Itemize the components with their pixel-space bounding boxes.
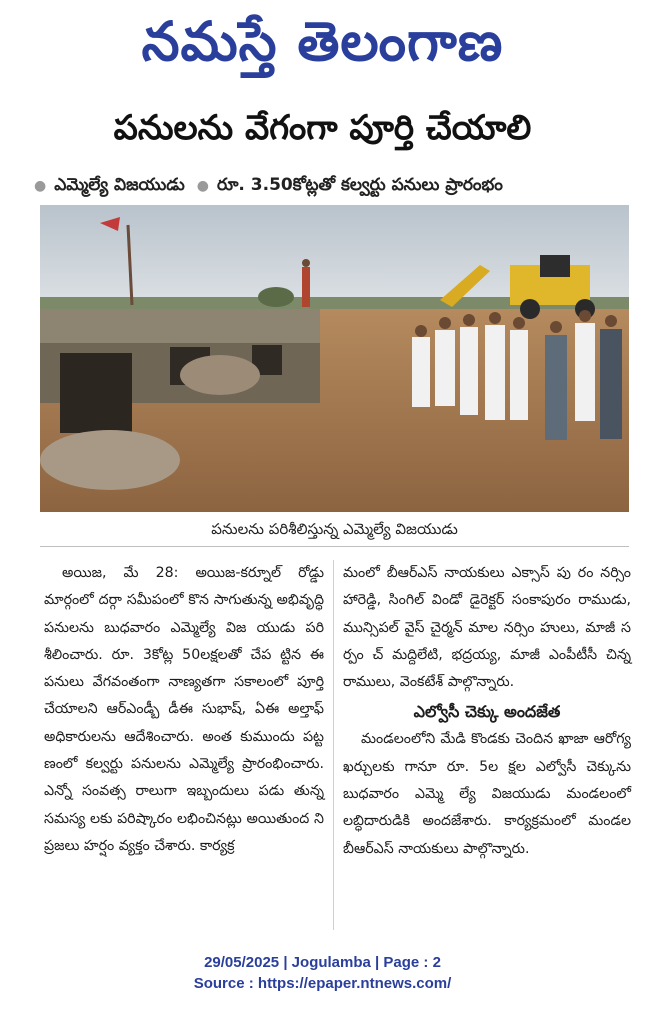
- article-section-subhead: ఎల్వోసీ చెక్కు అందజేత: [413, 702, 561, 722]
- page-footer: [0, 952, 645, 994]
- article-paragraph: అయిజ, మే 28: అయిజ-కర్నూల్ రోడ్డు మార్గంలో దర్గా సమీపంలో కొన సాగుతున్న అభివృద్ధి పనులను బుధవారం ఎమ్మెల్యే విజ యుడు పరి శీలించారు. రూ. 3కోట్ల 50లక్షలతో చేప ట్టిన ఈ పనులు వేగవంతంగా నాణ్యతగా సకాలంలో పూర్తి చేయాలని ఆర్ఎండ్బీ డీఈ సుభాష్, ఏఈ అల్తాఫ్ అధికారులను ఆదేశించారు. అంత కుముందు పట్ట ణంలో కల్వర్టు పనులను ఎమ్మెల్యే ప్రారంభించారు. ఎన్నో సంవత్స రాలుగా ఇబ్బందులు పడు తున్న సమస్య లకు పరిష్కారం లభించినట్లు అయితుంద ని ప్రజలు హర్షం వ్యక్తం చేశారు. కార్యక్ర: [44, 565, 324, 854]
- footer-source: Source : https://epaper.ntnews.com/: [193, 975, 452, 992]
- article-paragraph: మండలంలోని మేడి కొండకు చెందిన ఖాజా ఆరోగ్య ఖర్చులకు గానూ రూ. 5ల క్షల ఎల్వోసీ చెక్కును బుధవారం ఎమ్మె ల్యే విజయుడు మండలంలో లబ్ధిదారుడికి అందజేశారు. కార్యక్రమంలో మండల బీఆర్ఎస్ నాయకులు పాల్గొన్నారు.: [343, 731, 631, 857]
- bullet-icon: ●: [34, 178, 47, 194]
- subhead-point-1: ఎమ్మెల్యే విజయుడు: [54, 175, 185, 195]
- article-photo: [40, 205, 629, 512]
- article-paragraph: మంలో బీఆర్ఎస్ నాయకులు ఎక్సాస్ పు రం నర్సిం హారెడ్డి, సింగిల్ విండో డైరెక్టర్ సంకాపురం రాముడు, మున్సిపల్ వైస్ చైర్మన్ మాల నర్సిం హులు, మాజీ స ర్పం చ్ మద్దిలేటి, భద్రయ్య, మాజీ ఎంపీటీసీ చిన్న రాములు, వెంకటేశ్ పాల్గొన్నారు.: [343, 565, 631, 691]
- article-subhead: [34, 170, 634, 200]
- bullet-icon: ●: [196, 178, 209, 194]
- footer-date-edition: 29/05/2025 | Jogulamba | Page : 2: [204, 954, 441, 971]
- column-divider: [333, 560, 334, 930]
- newspaper-masthead: నమస్తే తెలంగాణ: [141, 9, 504, 73]
- article-body-left-column: [44, 560, 324, 860]
- subhead-point-2: రూ. 3.50కోట్లతో కల్వర్టు పనులు ప్రారంభం: [216, 175, 503, 195]
- photo-caption: పనులను పరిశీలిస్తున్న ఎమ్మెల్యే విజయుడు: [40, 512, 629, 547]
- article-headline: పనులను వేగంగా పూర్తి చేయాలి: [113, 108, 532, 148]
- article-body-right-column: [343, 560, 631, 863]
